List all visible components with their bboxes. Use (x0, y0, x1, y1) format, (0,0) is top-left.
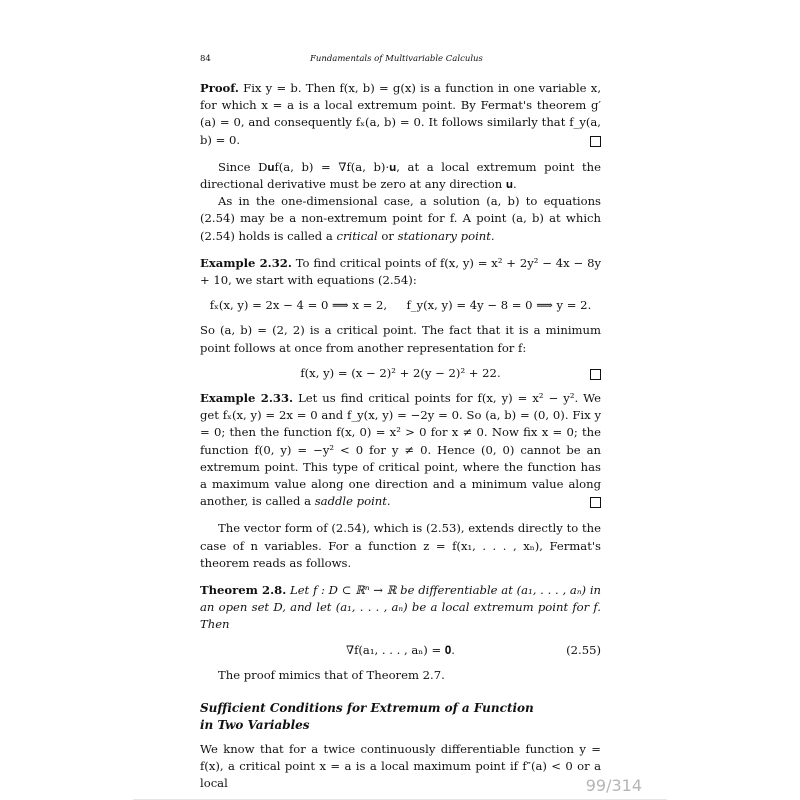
equation-gradient-zero: ∇f(a₁, . . . , aₙ) = 𝟎. (346, 642, 455, 657)
equation-fy: f_y(x, y) = 4y − 8 = 0 ⟹ y = 2. (406, 298, 592, 313)
paragraph-sufficient-conditions: We know that for a twice continuously differentiable function y = f(x), a critical point x = a is a local maximum point if f″(a) < 0 or a local (200, 741, 601, 790)
paragraph-proof-mimics: The proof mimics that of Theorem 2.7. (218, 667, 445, 682)
equation-fx: fₓ(x, y) = 2x − 4 = 0 ⟹ x = 2, (209, 298, 388, 313)
theorem-2-8-label: Theorem 2.8. (200, 583, 287, 598)
book-title: Fundamentals of Multivariable Calculus (310, 54, 483, 65)
qed-square-icon (590, 136, 601, 147)
section-title (200, 700, 601, 734)
book-page (200, 50, 601, 792)
example-2-33-label: Example 2.33. (200, 391, 294, 406)
equation-2-55 (200, 642, 601, 659)
proof-paragraph (200, 80, 601, 149)
section-title-line-1: Sufficient Conditions for Extremum of a Function (200, 701, 534, 716)
term-stationary-point: stationary point. (397, 228, 495, 243)
equation-representation (200, 365, 601, 382)
proof-label: Proof. (200, 81, 239, 95)
proof-text: Fix y = b. Then f(x, b) = g(x) is a function in one variable x, for which x = a is a local extremum point. By Fermat's theorem g′(a) = 0, and consequently fₓ(a, b) = 0. It follows similarly that f_y(a, b) = 0. (200, 81, 601, 147)
section-title-line-2: in Two Variables (200, 718, 310, 733)
example-2-33 (200, 390, 601, 510)
theorem-2-8-text: Let f : D ⊂ ℝⁿ → ℝ be differentiable at (a₁, . . . , aₙ) in an open set D, and let (a₁, . . . , aₙ) be a local extremum point for f. Then (200, 583, 601, 632)
example-2-32-conclusion: So (a, b) = (2, 2) is a critical point. The fact that it is a minimum point follows at once from another representation for f: (200, 323, 601, 355)
equation-row-partials (200, 297, 601, 314)
example-2-32-text: To find critical points of f(x, y) = x² + 2y² − 4x − 8y + 10, we start with equations (2.54): (200, 255, 602, 288)
qed-square-icon (590, 497, 601, 508)
running-head (200, 50, 601, 70)
paragraph-directional-derivative: Since D𝐮f(a, b) = ∇f(a, b)·𝐮, at a local extremum point the directional derivative must be zero at any direction 𝐮. (200, 159, 601, 192)
theorem-2-8 (200, 582, 601, 634)
page-counter: 99/314 (585, 776, 642, 795)
example-2-32-label: Example 2.32. (200, 255, 292, 270)
equation-f-representation: f(x, y) = (x − 2)² + 2(y − 2)² + 22. (300, 365, 501, 380)
paragraph-critical-point (200, 193, 601, 245)
para2-or: or (377, 228, 398, 243)
term-critical: critical (336, 228, 378, 243)
term-saddle-point: saddle point. (314, 494, 391, 509)
para2-text: As in the one-dimensional case, a solution (a, b) to equations (2.54) may be a non-extremum point for f. A point (a, b) at which (2.54) holds is called a (200, 194, 601, 243)
paragraph-vector-form: The vector form of (2.54), which is (2.53), extends directly to the case of n variables. For a function z = f(x₁, . . . , xₙ), Fermat's theorem reads as follows. (200, 521, 601, 570)
equation-number: (2.55) (566, 642, 601, 657)
qed-square-icon (590, 369, 601, 380)
example-2-33-text: Let us find critical points for f(x, y) = x² − y². We get fₓ(x, y) = 2x = 0 and f_y(x, y) = −2y = 0. So (a, b) = (0, 0). Fix y = 0; then the function f(x, 0) = x² > 0 for x ≠ 0. Now fix x = 0; the function f(0, y) = −y² < 0 for y ≠ 0. Hence (0, 0) cannot be an extremum point. This type of critical point, where the function has a maximum value along one direction and a minimum value along another, is called a (200, 391, 601, 509)
page-number: 84 (200, 54, 211, 65)
example-2-32 (200, 255, 601, 289)
